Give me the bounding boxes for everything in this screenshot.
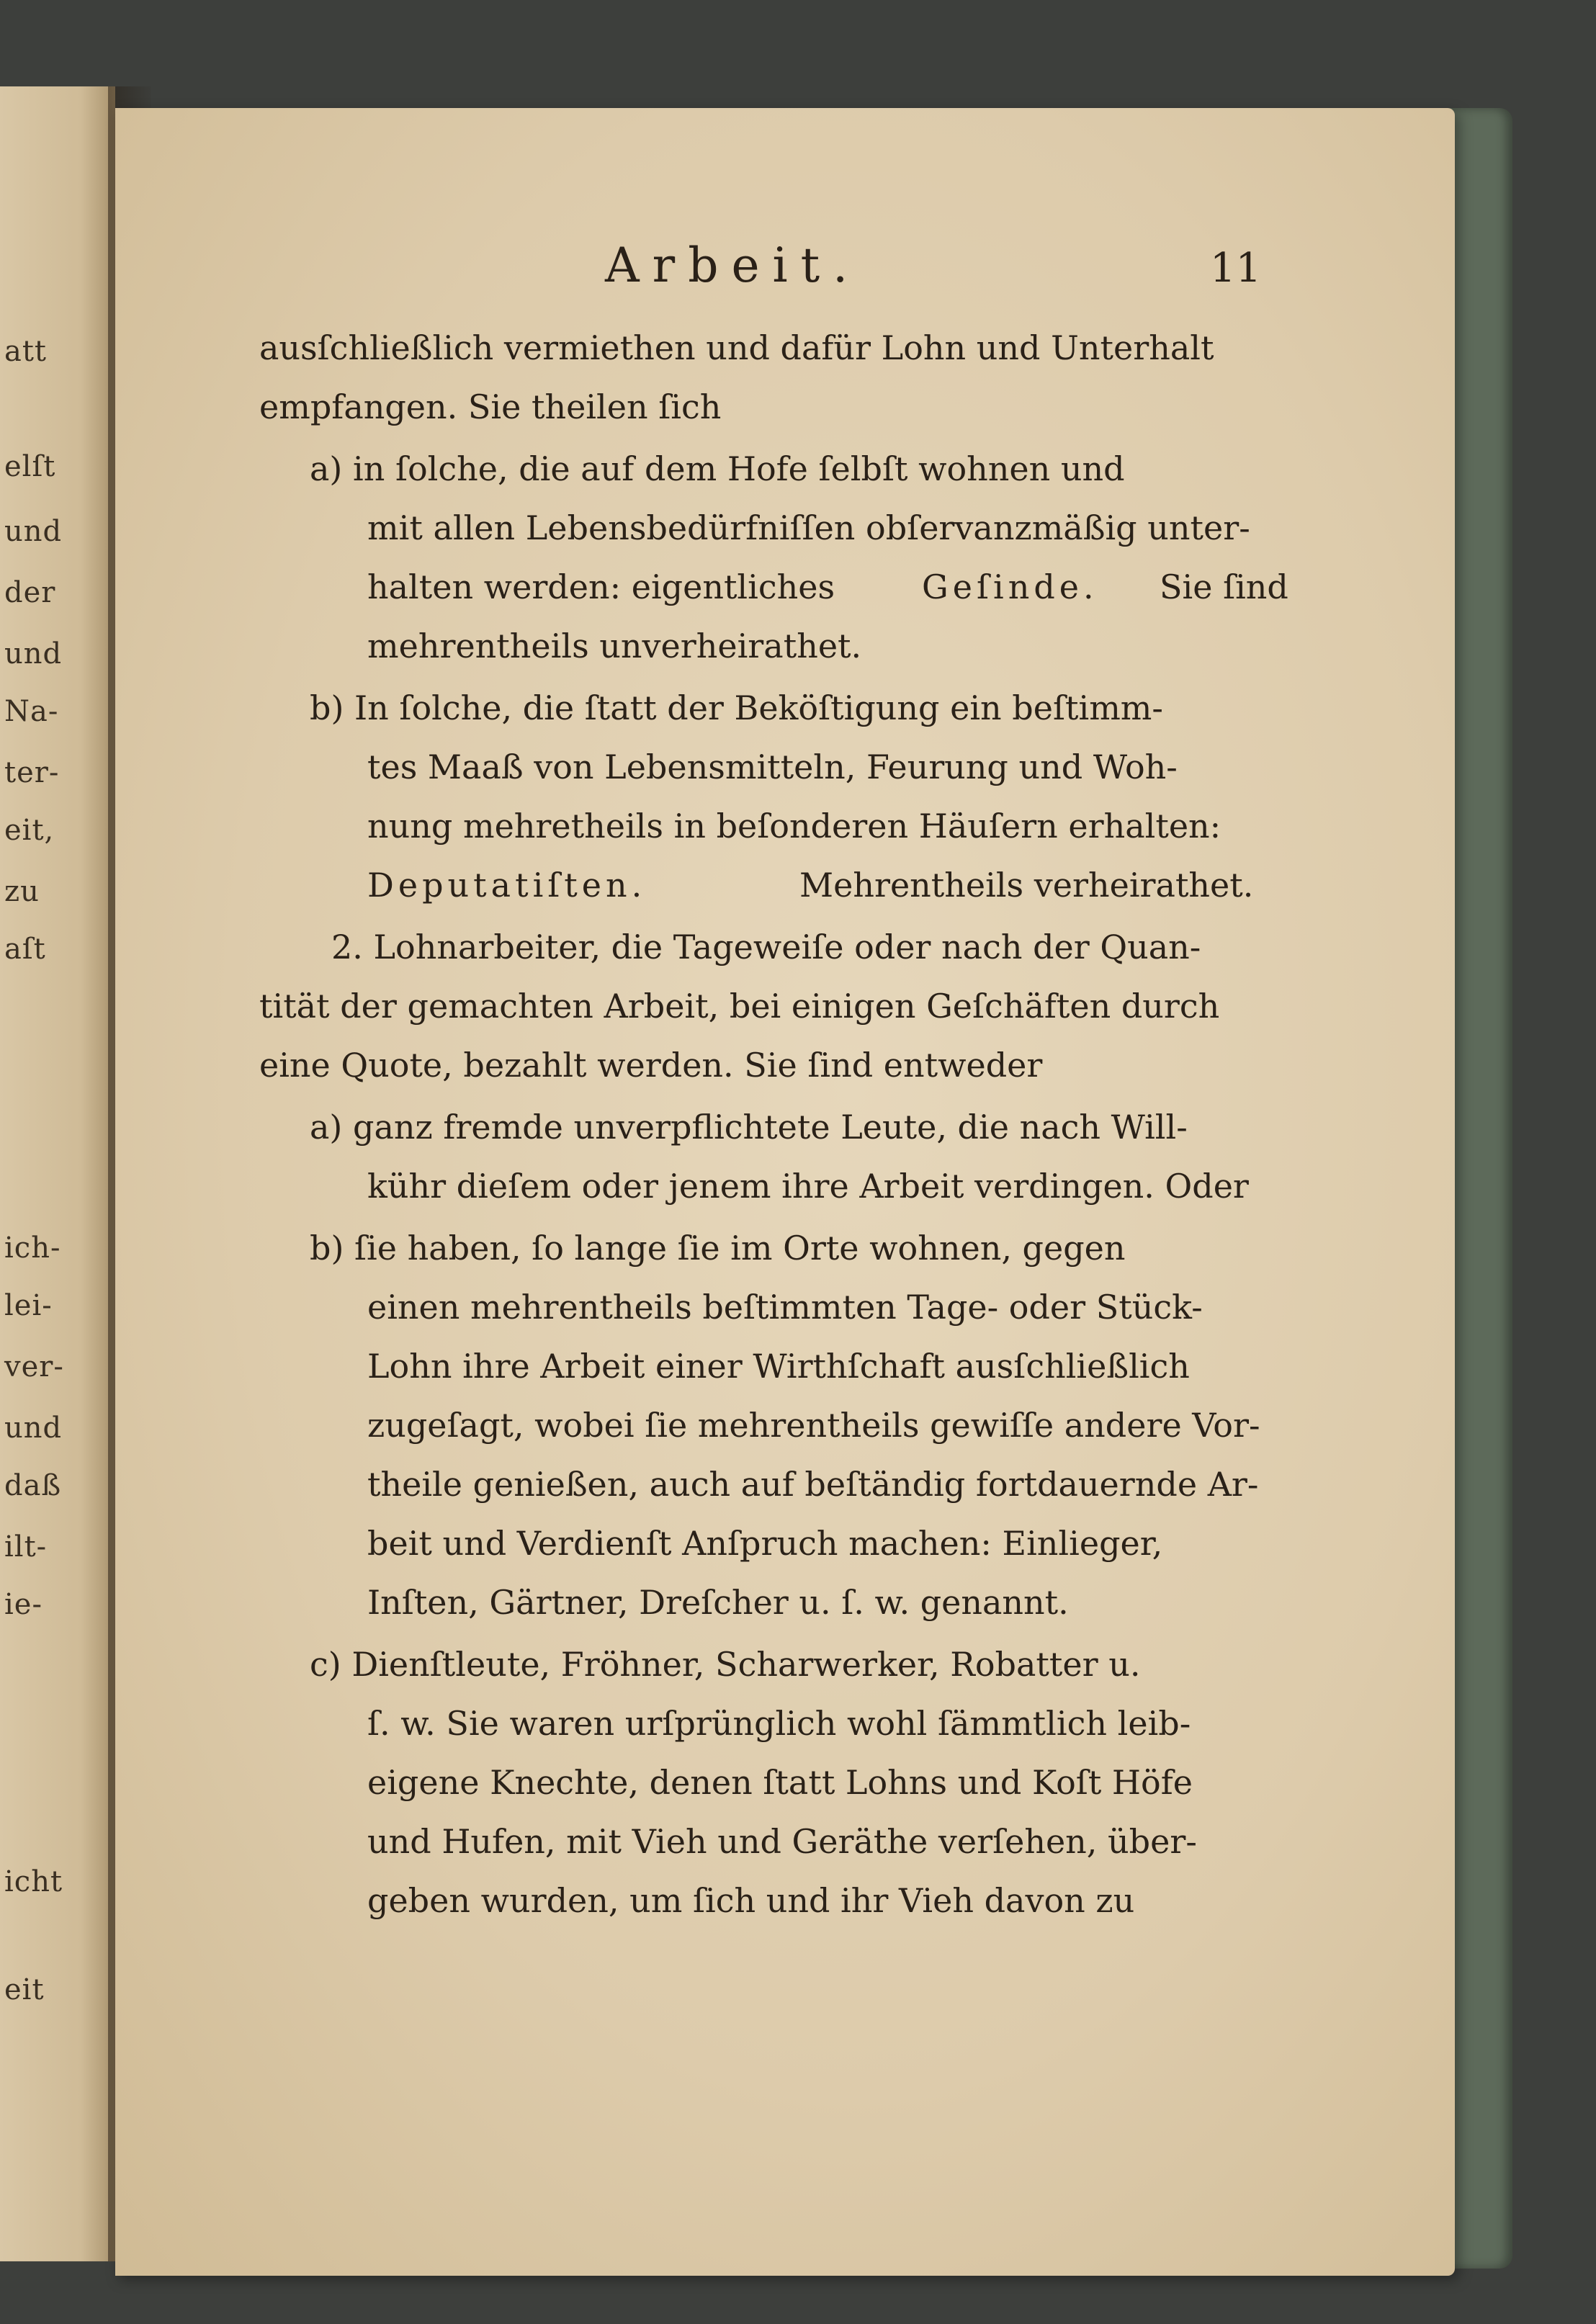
text-line: einen mehrentheils beſtimmten Tage- oder Stück- <box>367 1288 1203 1327</box>
text-line: empfangen. Sie theilen ſich <box>259 387 722 426</box>
text-line: halten werden: eigentliches <box>367 567 835 606</box>
text-line: ſ. w. Sie waren urſprünglich wohl ſämmtlich leib- <box>367 1704 1191 1743</box>
left-fragment: icht <box>4 1865 63 1898</box>
text-line: b) In ſolche, die ſtatt der Beköſtigung ein beſtimm- <box>310 688 1163 727</box>
left-fragment: Na- <box>4 695 59 728</box>
text-line: nung mehretheils in beſonderen Häuſern erhalten: <box>367 807 1221 845</box>
left-fragment: und <box>4 515 63 548</box>
text-line: Sie ſind <box>1160 567 1288 606</box>
page-number: 11 <box>1210 245 1262 292</box>
left-fragment: ver- <box>4 1350 64 1383</box>
text-line: eigene Knechte, denen ſtatt Lohns und Koſt Höfe <box>367 1763 1193 1802</box>
left-fragment: ter- <box>4 756 60 789</box>
text-line: a) in ſolche, die auf dem Hofe ſelbſt wohnen und <box>310 449 1125 488</box>
left-fragment: elſt <box>4 450 56 483</box>
left-fragment: daß <box>4 1469 62 1502</box>
left-page-text-fragments <box>4 86 112 2261</box>
text-line: ausſchließlich vermiethen und dafür Lohn und Unterhalt <box>259 328 1214 367</box>
text-line: und Hufen, mit Vieh und Geräthe verſehen, über- <box>367 1822 1197 1861</box>
left-fragment: att <box>4 335 47 368</box>
left-fragment: zu <box>4 875 40 908</box>
left-facing-page <box>0 86 115 2261</box>
text-line: Mehrentheils verheirathet. <box>799 866 1254 905</box>
text-line: a) ganz fremde unverpflichtete Leute, die nach Will- <box>310 1108 1188 1147</box>
text-line-emphasis: Deputatiſten. <box>367 866 647 905</box>
text-line: mehrentheils unverheirathet. <box>367 627 862 665</box>
running-head: Arbeit. <box>605 238 861 293</box>
text-line: kühr dieſem oder jenem ihre Arbeit verdingen. Oder <box>367 1167 1249 1206</box>
left-fragment: und <box>4 1412 63 1445</box>
text-line: beit und Verdienſt Anſpruch machen: Einlieger, <box>367 1524 1163 1563</box>
text-line: geben wurden, um ſich und ihr Vieh davon zu <box>367 1881 1135 1920</box>
text-line: b) ſie haben, ſo lange ſie im Orte wohnen, gegen <box>310 1229 1126 1268</box>
book-page <box>115 108 1455 2276</box>
left-fragment: eit <box>4 1973 45 2006</box>
left-fragment: ilt- <box>4 1530 48 1563</box>
text-line: c) Dienſtleute, Fröhner, Scharwerker, Robatter u. <box>310 1645 1141 1684</box>
text-line: Lohn ihre Arbeit einer Wirthſchaft ausſchließlich <box>367 1347 1190 1386</box>
left-fragment: ie- <box>4 1588 42 1621</box>
text-line: tes Maaß von Lebensmitteln, Feurung und Woh- <box>367 748 1178 786</box>
text-line: mit allen Lebensbedürfniſſen obſervanzmäßig unter- <box>367 508 1250 547</box>
left-fragment: aſt <box>4 933 46 966</box>
page-content <box>115 108 1455 2276</box>
text-line: 2. Lohnarbeiter, die Tageweiſe oder nach der Quan- <box>331 928 1201 966</box>
text-line: tität der gemachten Arbeit, bei einigen Geſchäften durch <box>259 987 1220 1026</box>
text-line-emphasis: Geſinde. <box>922 567 1098 606</box>
text-line: zugeſagt, wobei ſie mehrentheils gewiſſe andere Vor- <box>367 1406 1260 1445</box>
left-fragment: und <box>4 637 63 670</box>
text-line: Inſten, Gärtner, Dreſcher u. ſ. w. genannt. <box>367 1583 1069 1622</box>
left-fragment: ich- <box>4 1231 61 1265</box>
left-fragment: eit, <box>4 814 55 847</box>
left-fragment: lei- <box>4 1289 53 1322</box>
text-line: eine Quote, bezahlt werden. Sie ſind entweder <box>259 1046 1043 1085</box>
left-fragment: der <box>4 576 56 609</box>
text-line: theile genießen, auch auf beſtändig fortdauernde Ar- <box>367 1465 1259 1504</box>
